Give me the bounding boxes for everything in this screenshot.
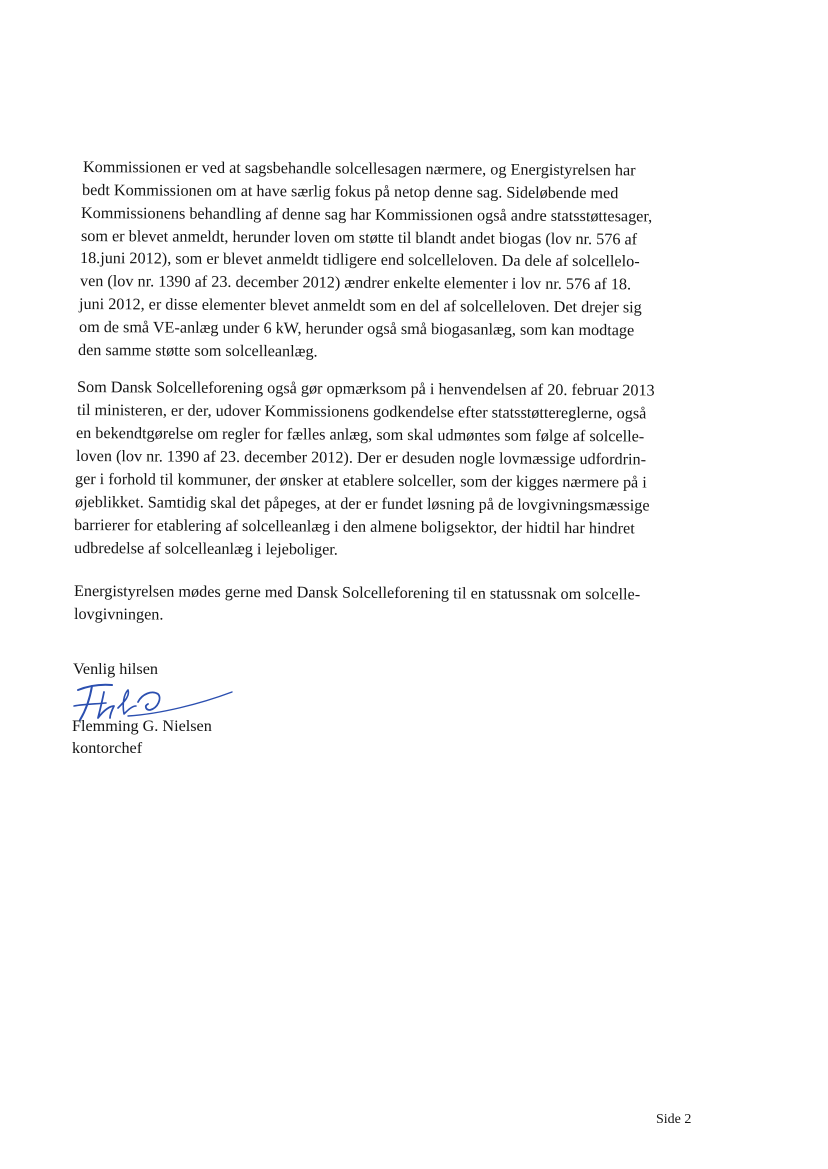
text-line: en bekendtgørelse om regler for fælles anlæg, som skal udmøntes som følge af solcelle-: [75, 424, 645, 446]
text-line: Energistyrelsen mødes gerne med Dansk Solcelleforening til en statussnak om solcelle-: [73, 582, 641, 604]
signer-name: Flemming G. Nielsen: [72, 717, 212, 735]
text-line: som er blevet anmeldt, herunder loven om støtte til blandt andet biogas (lov nr. 576 af: [80, 227, 638, 249]
text-line: Som Dansk Solcelleforening også gør opmærksom på i henvendelsen af 20. februar 2013: [76, 378, 655, 400]
signer-title: kontorchef: [72, 739, 143, 757]
text-line: barrierer for etablering af solcelleanlæg i den almene boligsektor, der hidtil har hindret: [73, 516, 635, 538]
page-number: Side 2: [656, 1112, 692, 1127]
text-line: 18.juni 2012), som er blevet anmeldt tidligere end solcelleloven. Da dele af solcellelo-: [79, 249, 640, 271]
closing-greeting: Venlig hilsen: [73, 660, 158, 678]
text-line: øjeblikket. Samtidig skal det påpeges, at der er fundet løsning på de lovgivningsmæssige: [74, 493, 650, 515]
text-line: Kommissionens behandling af denne sag har Kommissionen også andre statsstøttesager,: [80, 204, 653, 226]
text-line: om de små VE-anlæg under 6 kW, herunder også små biogasanlæg, som kan modtage: [78, 318, 635, 340]
text-line: den samme støtte som solcelleanlæg.: [77, 341, 318, 361]
text-line: juni 2012, er disse elementer blevet anmeldt som en del af solcelleloven. Det drejer sig: [78, 295, 642, 317]
text-line: bedt Kommissionen om at have særlig fokus på netop denne sag. Sideløbende med: [81, 181, 619, 203]
text-line: til ministeren, er der, udover Kommissionens godkendelse efter statsstøttereglerne, også: [76, 401, 647, 423]
text-line: loven (lov nr. 1390 af 23. december 2012). Der er desuden nogle lovmæssige udfordrin-: [75, 447, 647, 469]
text-line: lovgivningen.: [73, 605, 164, 624]
text-line: ger i forhold til kommuner, der ønsker at etablere solceller, som der kigges nærmere på i: [74, 470, 647, 492]
text-line: Kommissionen er ved at sagsbehandle solcellesagen nærmere, og Energistyrelsen har: [82, 158, 636, 180]
text-line: udbredelse af solcelleanlæg i lejeboliger.: [73, 539, 338, 559]
text-line: ven (lov nr. 1390 af 23. december 2012) ændrer enkelte elementer i lov nr. 576 af 18.: [79, 272, 632, 294]
